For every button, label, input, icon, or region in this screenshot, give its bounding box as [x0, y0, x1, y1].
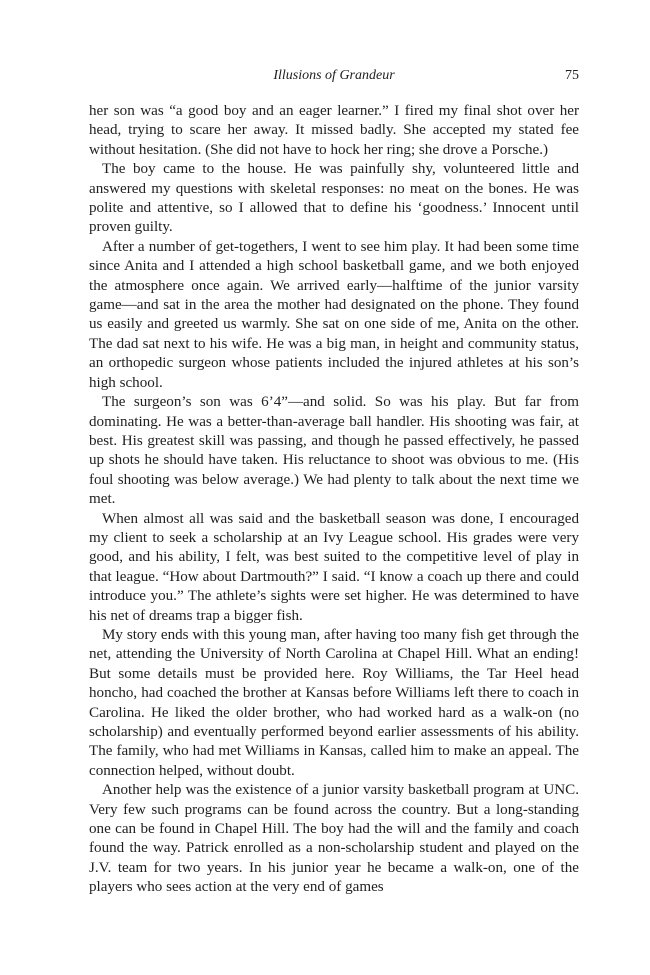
paragraph-continued: her son was “a good boy and an eager learner.” I fired my final shot over her head, trying to scare her away. It missed badly. She accepted my stated fee without hesitation. (She did not have to hock her ring; she drove a Porsche.)	[89, 103, 579, 158]
paragraph: The boy came to the house. He was painfully shy, volunteered little and answered my questions with skeletal responses: no meat on the bones. He was polite and attentive, so I allowed that to define his ‘goodness.’ Innocent until proven guilty.	[89, 161, 579, 236]
running-title: Illusions of Grandeur	[273, 68, 395, 83]
paragraph: The surgeon’s son was 6’4”—and solid. So was his play. But far from dominating. He was a better-than-average ball handler. His shooting was fair, at best. His greatest skill was passing, and though he passed effectively, he passed up shots he should have taken. His reluctance to shoot was obvious to me. (His foul shooting was below average.) We had plenty to talk about the next time we met.	[89, 394, 579, 508]
running-head	[89, 68, 579, 92]
page-number: 75	[565, 68, 579, 83]
paragraph: Another help was the existence of a junior varsity basketball program at UNC. Very few such programs can be found across the country. But a long-standing one can be found in Chapel Hill. The boy had the will and the family and coach found the way. Patrick enrolled as a non-scholarship student and played on the J.V. team for two years. In his junior year he became a walk-on, one of the players who sees action at the very end of games	[89, 782, 579, 896]
book-page	[89, 68, 579, 898]
body-text	[89, 102, 579, 898]
paragraph: My story ends with this young man, after having too many fish get through the net, attending the University of North Carolina at Chapel Hill. What an ending! But some details must be provided here. Roy Williams, the Tar Heel head honcho, had coached the brother at Kansas before Williams left there to coach in Carolina. He liked the older brother, who had worked hard as a walk-on (no scholarship) and eventually performed beyond earlier assessments of his ability. The family, who had met Williams in Kansas, called him to make an appeal. The connection helped, without doubt.	[89, 626, 579, 779]
paragraph: When almost all was said and the basketball season was done, I encouraged my client to seek a scholarship at an Ivy League school. His grades were very good, and his ability, I felt, was best suited to the competitive level of play in that league. “How about Dartmouth?” I said. “I know a coach up there and could introduce you.” The athlete’s sights were set higher. He was determined to have his net of dreams trap a bigger fish.	[89, 510, 579, 624]
paragraph: After a number of get-togethers, I went to see him play. It had been some time since Anita and I attended a high school basketball game, and we both enjoyed the atmosphere once again. We arrived early—halftime of the junior varsity game—and sat in the area the mother had designated on the phone. They found us easily and greeted us warmly. She sat on one side of me, Anita on the other. The dad sat next to his wife. He was a big man, in height and community status, an orthopedic surgeon whose patients included the injured athletes at his son’s high school.	[89, 238, 579, 391]
